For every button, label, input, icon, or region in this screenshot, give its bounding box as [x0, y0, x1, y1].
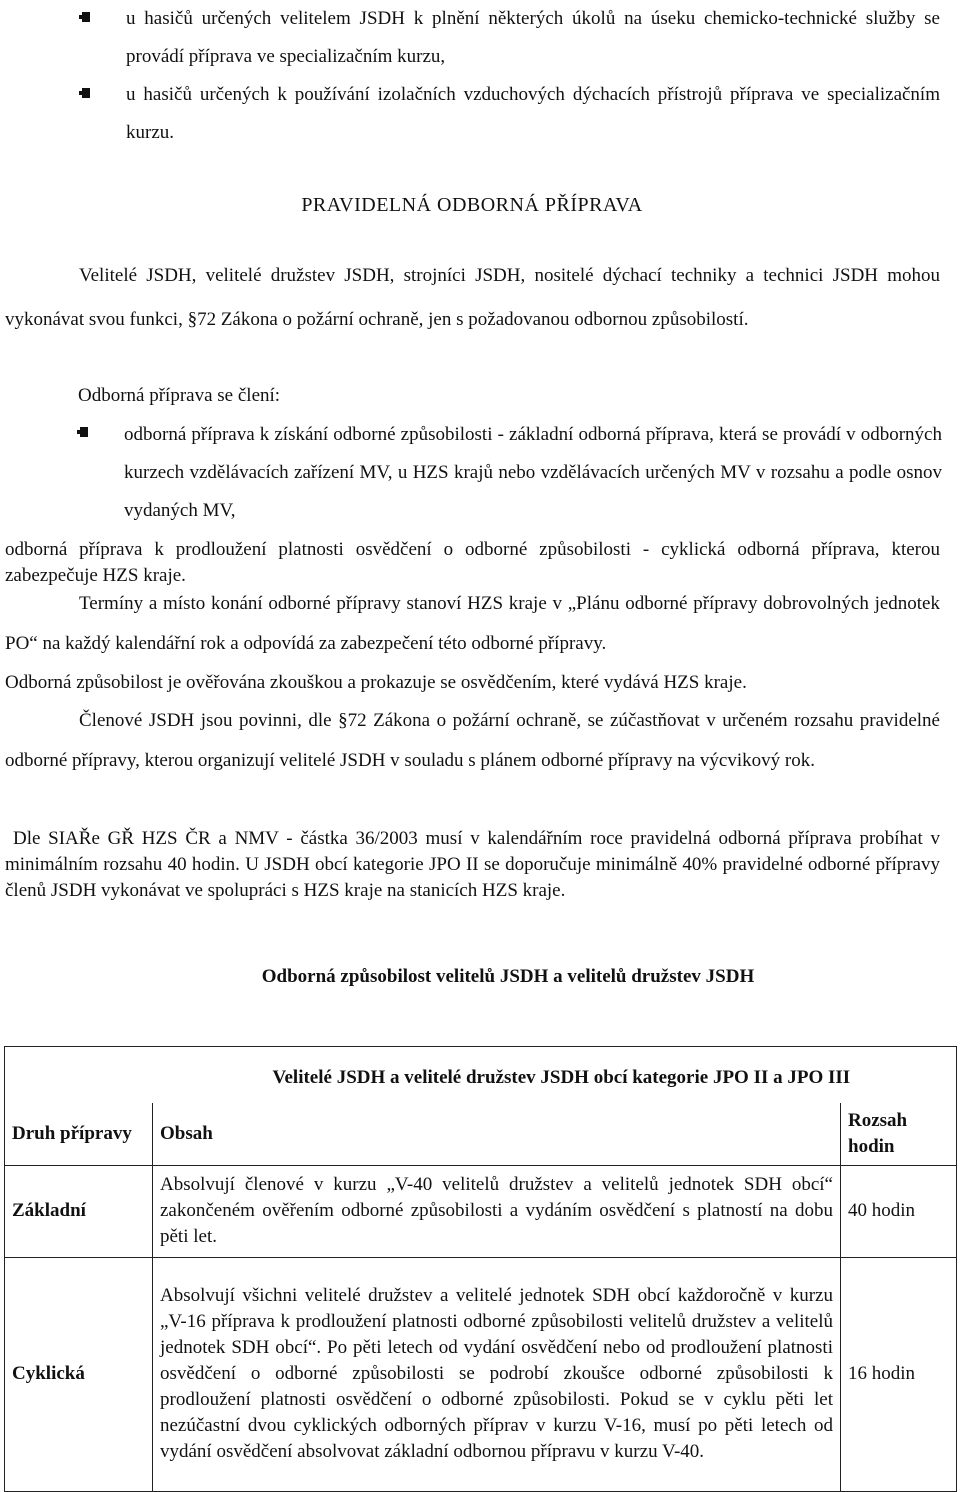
- row-content: Absolvují všichni velitelé družstev a velitelé jednotek SDH obcí každoročně v kurzu „V-16 příprava k prodloužení platnosti odborné způsobilosti velitelů družstev a velitelů jednotek SDH obcí“. Po pěti letech od vydání osvědčení nebo od prodloužení platnosti osvědčení o odborné způsobilosti se podrobí zkoušce odborné způsobilosti k prodloužení platnosti osvědčení o odborné způsobilosti. Pokud se v cyklu pěti let nezúčastní dvou cyklických odborných příprav v kurzu V-16, musí po pěti letech od vydání osvědčení absolvovat základní odbornou přípravu v kurzu V-40.: [153, 1257, 841, 1491]
- table-caption-row: [5, 1047, 957, 1104]
- bullet-text: u hasičů určených k používání izolačních vzduchových dýchacích přístrojů příprava ve specializačním kurzu.: [126, 84, 940, 143]
- header-content: Obsah: [153, 1103, 841, 1165]
- table-header-row: [5, 1103, 957, 1165]
- table-caption: Velitelé JSDH a velitelé družstev JSDH obcí kategorie JPO II a JPO III: [153, 1047, 957, 1104]
- row-hours: 40 hodin: [841, 1165, 957, 1257]
- competence-table: [4, 1046, 957, 1492]
- paragraph-clenove: Členové JSDH jsou povinni, dle §72 Zákona o požární ochraně, se zúčastňovat v určeném rozsahu pravidelné odborné přípravy, kterou organizují velitelé JSDH v souladu s plánem odborné přípravy na výcvikový rok.: [5, 710, 940, 771]
- square-bullet-icon: [80, 427, 88, 437]
- square-bullet-icon: [82, 12, 90, 22]
- division-heading: Odborná příprava se člení:: [78, 385, 281, 406]
- table-row: [5, 1257, 957, 1491]
- paragraph-siare: Dle SIAŘe GŘ HZS ČR a NMV - částka 36/2003 musí v kalendářním roce pravidelná odborná příprava probíhat v minimálním rozsahu 40 hodin. U JSDH obcí kategorie JPO II se doporučuje minimálně 40% pravidelné odborné přípravy členů JSDH vykonávat ve spolupráci s HZS kraje na stanicích HZS kraje.: [5, 828, 940, 901]
- competence-title: Odborná způsobilost velitelů JSDH a velitelů družstev JSDH: [261, 966, 755, 987]
- list-item: [0, 416, 960, 530]
- bullet-text: u hasičů určených velitelem JSDH k plnění některých úkolů na úseku chemicko-technické služby se provádí příprava ve specializačním kurzu,: [126, 8, 940, 67]
- paragraph-terminy: Termíny a místo konání odborné přípravy stanoví HZS kraje v „Plánu odborné přípravy dobrovolných jednotek PO“ na každý kalendářní rok a odpovídá za zabezpečení této odborné přípravy.: [5, 593, 940, 654]
- row-kind: Základní: [5, 1165, 153, 1257]
- table-row: [5, 1165, 957, 1257]
- paragraph-overovani: Odborná způsobilost je ověřována zkouškou a prokazuje se osvědčením, které vydává HZS kraje.: [5, 672, 747, 693]
- division-bullet-list: [0, 416, 960, 530]
- section-title: PRAVIDELNÁ ODBORNÁ PŘÍPRAVA: [301, 194, 643, 216]
- paragraph-cyclic: odborná příprava k prodloužení platnosti osvědčení o odborné způsobilosti - cyklická odborná příprava, kterou zabezpečuje HZS kraje.: [5, 539, 940, 586]
- top-bullet-list: [0, 0, 960, 152]
- row-content: Absolvují členové v kurzu „V-40 velitelů družstev a velitelů jednotek SDH obcí“ zakončeném ověřením odborné způsobilosti a vydáním osvědčení s platností na dobu pěti let.: [153, 1165, 841, 1257]
- square-bullet-icon: [82, 88, 90, 98]
- list-item: [0, 0, 960, 76]
- paragraph-velitele: Velitelé JSDH, velitelé družstev JSDH, strojníci JSDH, nositelé dýchací techniky a technici JSDH mohou vykonávat svou funkci, §72 Zákona o požární ochraně, jen s požadovanou odbornou způsobilostí.: [5, 265, 940, 330]
- row-kind: Cyklická: [5, 1257, 153, 1491]
- bullet-text: odborná příprava k získání odborné způsobilosti - základní odborná příprava, která se provádí v odborných kurzech vzdělávacích zařízení MV, u HZS krajů nebo vzdělávacích určených MV v rozsahu a podle osnov vydaných MV,: [124, 424, 942, 521]
- row-hours: 16 hodin: [841, 1257, 957, 1491]
- header-hours: Rozsah hodin: [841, 1103, 957, 1165]
- header-kind: Druh přípravy: [5, 1103, 153, 1165]
- list-item: [0, 76, 960, 152]
